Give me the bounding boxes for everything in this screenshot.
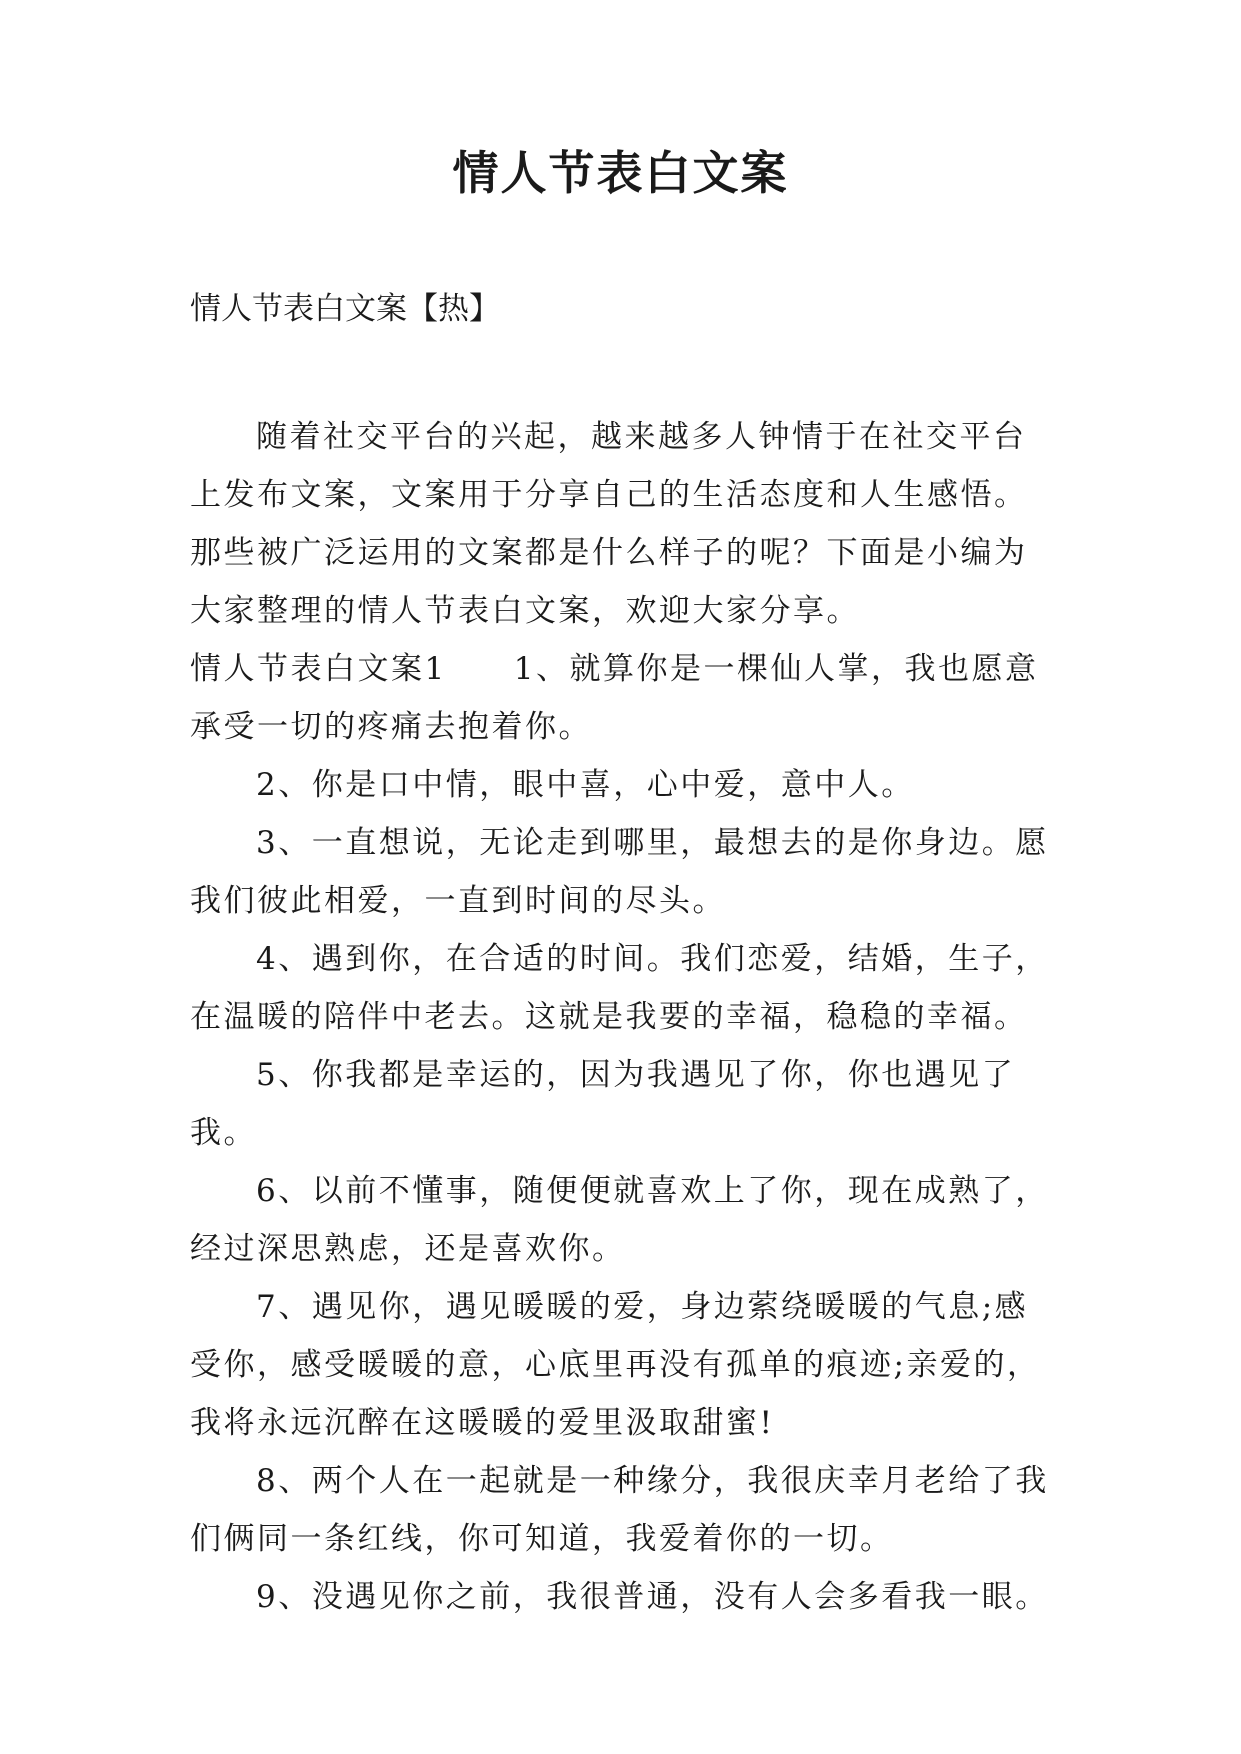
paragraph-item-5: 5、你我都是幸运的，因为我遇见了你，你也遇见了我。 [190, 1057, 1016, 1151]
paragraph-item-6: 6、以前不懂事，随便便就喜欢上了你，现在成熟了，经过深思熟虑，还是喜欢你。 [190, 1173, 1049, 1267]
paragraph-section-1: 情人节表白文案1 1、就算你是一棵仙人掌，我也愿意承受一切的疼痛去抱着你。 [190, 651, 1039, 745]
paragraph-intro: 随着社交平台的兴起，越来越多人钟情于在社交平台上发布文案，文案用于分享自己的生活态度和人生感悟。那些被广泛运用的文案都是什么样子的呢？下面是小编为大家整理的情人节表白文案，欢迎大家分享。 [190, 419, 1028, 629]
paragraph-item-4: 4、遇到你，在合适的时间。我们恋爱，结婚，生子，在温暖的陪伴中老去。这就是我要的幸福，稳稳的幸福。 [190, 941, 1049, 1035]
paragraph-item-9: 9、没遇见你之前，我很普通，没有人会多看我一眼。 [256, 1579, 1049, 1615]
paragraph-item-8: 8、两个人在一起就是一种缘分，我很庆幸月老给了我们俩同一条红线，你可知道，我爱着你的一切。 [190, 1463, 1049, 1557]
paragraph-item-7: 7、遇见你，遇见暖暖的爱，身边萦绕暖暖的气息;感受你，感受暖暖的意，心底里再没有孤单的痕迹;亲爱的，我将永远沉醉在这暖暖的爱里汲取甜蜜! [190, 1289, 1041, 1441]
document-subtitle: 情人节表白文案【热】 [190, 291, 500, 327]
paragraph-item-3: 3、一直想说，无论走到哪里，最想去的是你身边。愿我们彼此相爱，一直到时间的尽头。 [190, 825, 1049, 919]
page-title: 情人节表白文案 [452, 146, 789, 200]
document-body [190, 408, 1050, 1626]
paragraph-item-2: 2、你是口中情，眼中喜，心中爱，意中人。 [256, 767, 915, 803]
